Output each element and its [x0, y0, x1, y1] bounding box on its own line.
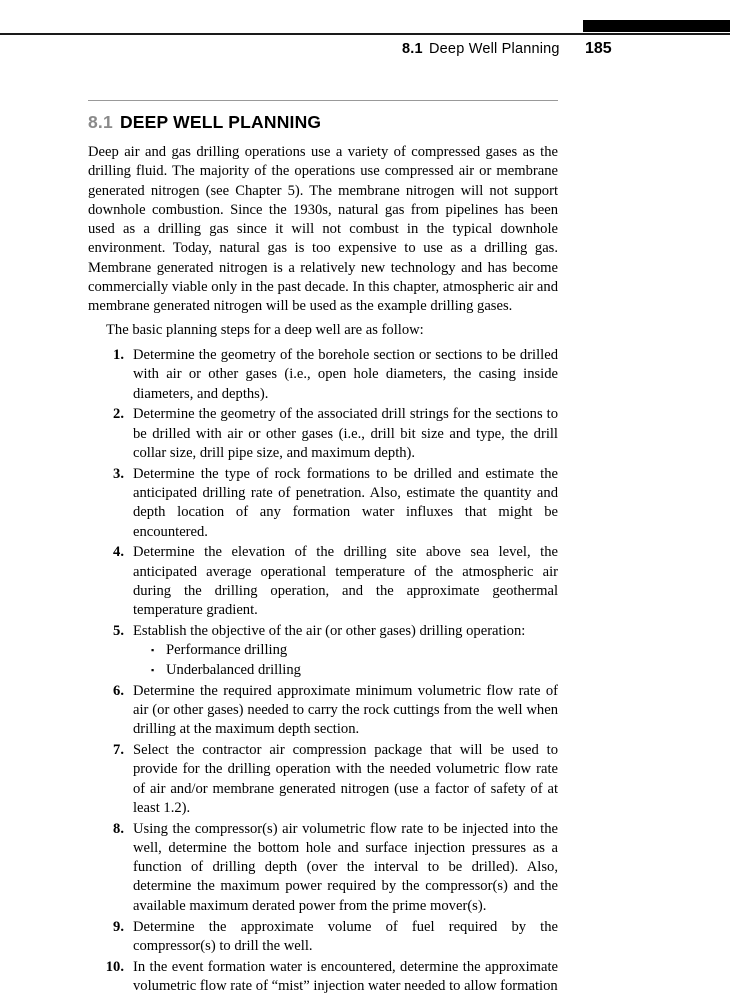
- list-item-marker: 10.: [105, 958, 124, 975]
- list-item-text: Determine the geometry of the associated drill strings for the sections to be drilled with air or other gases (i.e., drill bit size and type, the drill collar size, drill pipe size, and maximum depth).: [133, 406, 558, 461]
- list-item-text: Establish the objective of the air (or other gases) drilling operation:: [133, 623, 526, 640]
- intro-paragraph: Deep air and gas drilling operations use a variety of compressed gases as the drilling fluid. The majority of the operations use compressed air or membrane generated nitrogen (see Chapter 5). The membrane nitrogen will not support downhole combustion. Since the 1930s, natural gas from pipelines has been used as a drilling gas since it will not combust in the typical downhole environment. Today, natural gas is too expensive to use as a drilling gas. Membrane generated nitrogen is a relatively new technology and has become commercially viable only in the past decade. In this chapter, atmospheric air and membrane generated nitrogen will be used as the example drilling gases.: [88, 144, 558, 315]
- list-item-marker: 7.: [113, 741, 124, 758]
- header-page-number: 185: [585, 40, 612, 57]
- list-item-text: Determine the required approximate minimum volumetric flow rate of air (or other gases) needed to carry the rock cuttings from the well when drilling at the maximum depth section.: [133, 682, 558, 738]
- list-item: [88, 741, 558, 818]
- list-item-marker: 8.: [113, 820, 124, 837]
- list-item: [88, 958, 558, 997]
- header-section-number: 8.1: [402, 41, 423, 57]
- list-item: [88, 405, 558, 463]
- list-item-text: Select the contractor air compression package that will be used to provide for the drilling operation with the needed volumetric flow rate of air and/or membrane generated nitrogen (use a factor of safety of at least 1.2).: [133, 741, 558, 816]
- list-item-marker: 6.: [113, 682, 124, 699]
- heading-divider: [88, 100, 558, 101]
- list-item-marker: 9.: [113, 918, 124, 935]
- list-item: [88, 346, 558, 404]
- objective-sublist: [133, 641, 558, 680]
- page-header: [0, 0, 730, 56]
- square-bullet-icon: ▪: [151, 645, 155, 656]
- list-item: [151, 641, 558, 660]
- square-bullet-icon: ▪: [151, 664, 155, 675]
- list-item-text: Performance drilling: [166, 642, 288, 659]
- section-heading-number: 8.1: [88, 112, 113, 132]
- list-item-text: Determine the elevation of the drilling site above sea level, the anticipated average operational temperature of the atmospheric air during the drilling operation, and the approximate geothermal temperature gradient.: [133, 544, 558, 619]
- header-section-title: Deep Well Planning: [429, 41, 560, 57]
- list-item: [88, 622, 558, 680]
- list-item-text: Using the compressor(s) air volumetric flow rate to be injected into the well, determine the bottom hole and surface injection pressures as a function of drilling depth (over the interval to be drilled). Also, determine the maximum power required by the compressor(s) and the available maximum derated power from the prime mover(s).: [133, 820, 558, 914]
- page-title: [88, 112, 558, 133]
- list-item-marker: 1.: [113, 346, 124, 363]
- list-item-text: Determine the approximate volume of fuel required by the compressor(s) to drill the well.: [133, 918, 558, 954]
- list-item: [88, 465, 558, 542]
- list-item-marker: 5.: [113, 623, 124, 640]
- header-rule: [0, 33, 730, 35]
- list-item: [88, 820, 558, 916]
- list-item: [88, 682, 558, 740]
- list-item: [88, 918, 558, 957]
- list-item-text: In the event formation water is encountered, determine the approximate volumetric flow rate of “mist” injection water needed to allow formation: [133, 958, 558, 994]
- page-content: [88, 100, 558, 998]
- list-item-text: Underbalanced drilling: [166, 661, 301, 678]
- section-heading-title: DEEP WELL PLANNING: [119, 112, 322, 132]
- list-item-text: Determine the type of rock formations to be drilled and estimate the anticipated drilling rate of penetration. Also, estimate the quantity and depth location of any formation water influxes that might be encountered.: [133, 465, 558, 540]
- header-black-bar: [583, 20, 730, 32]
- planning-steps-list: [88, 346, 558, 996]
- list-item: [151, 661, 558, 680]
- list-item-marker: 2.: [113, 406, 124, 423]
- list-item: [88, 543, 558, 620]
- lead-in-paragraph: The basic planning steps for a deep well are as follow:: [106, 321, 424, 338]
- list-item-marker: 4.: [113, 544, 124, 561]
- list-item-text: Determine the geometry of the borehole section or sections to be drilled with air or other gases (i.e., open hole diameters, the casing inside diameters, and depths).: [133, 346, 558, 402]
- list-item-marker: 3.: [113, 465, 124, 482]
